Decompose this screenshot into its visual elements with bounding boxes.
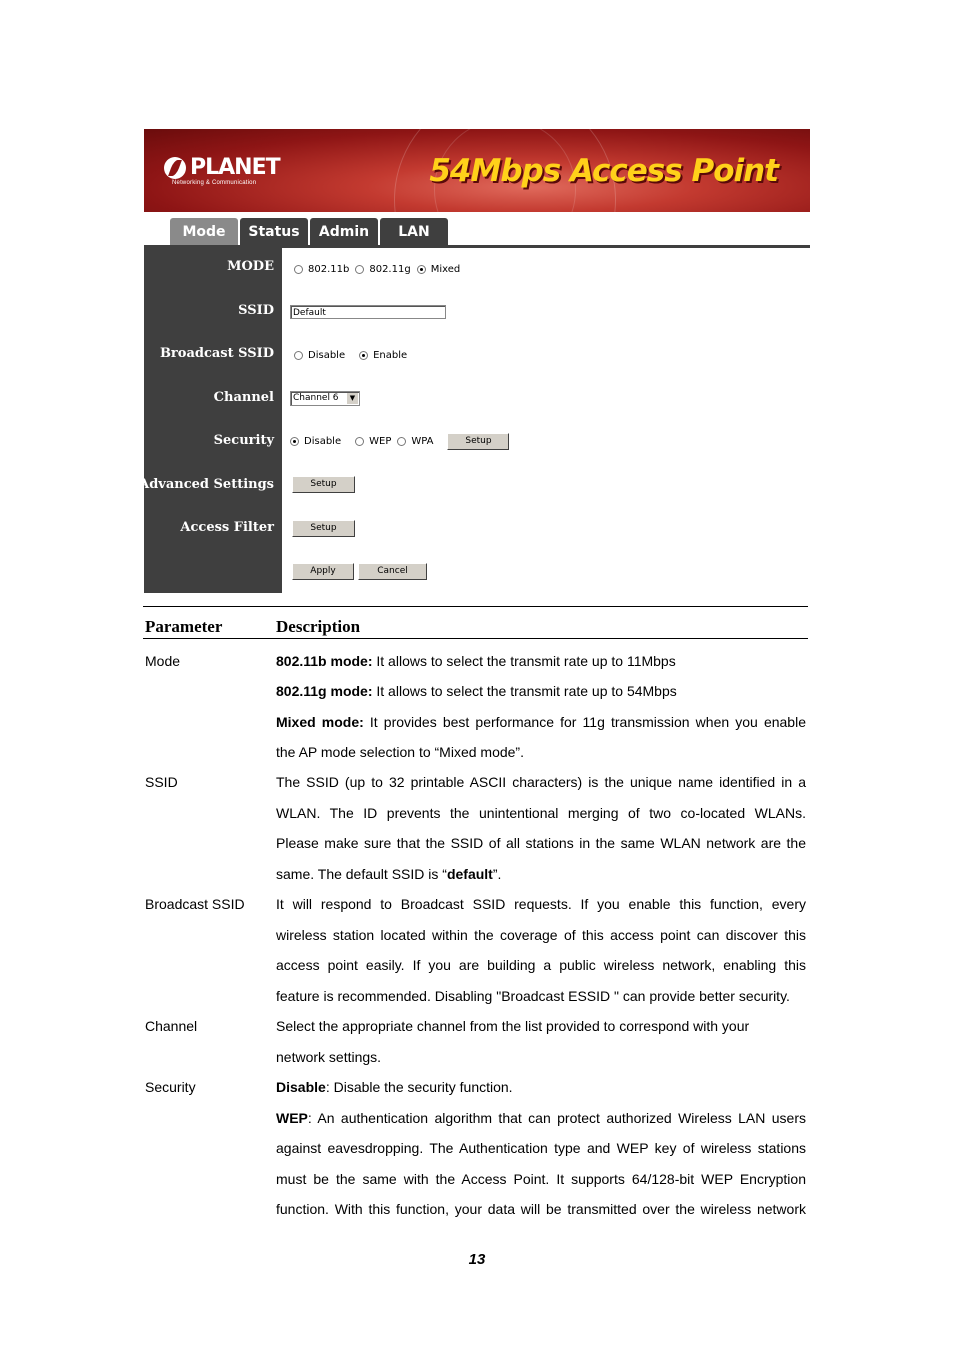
desc-mode-b	[276, 653, 806, 669]
desc-mode-g	[276, 683, 806, 699]
desc-ssid-4-post: ”.	[492, 866, 502, 882]
desc-security-wep-1	[276, 1110, 806, 1126]
access-filter-label: Access Filter	[180, 520, 274, 535]
planet-logo-icon	[164, 157, 186, 179]
ssid-row	[290, 305, 446, 319]
term-disable: Disable	[276, 1079, 326, 1095]
desc-broadcast-4: feature is recommended. Disabling "Broadcast ESSID " can provide better security.	[276, 988, 790, 1004]
param-mode: Mode	[145, 653, 181, 669]
desc-security-wep-text: : An authentication algorithm that can protect authorized Wireless LAN users	[307, 1110, 806, 1126]
advanced-setup-button[interactable]: Setup	[292, 476, 355, 493]
desc-security-wep-3: must be the same with the Access Point. It supports 64/128-bit WEP Encryption	[276, 1171, 806, 1187]
access-filter-row	[292, 520, 355, 537]
mode-radio-group	[294, 264, 466, 275]
radio-broadcast-disable[interactable]	[294, 351, 303, 360]
radio-security-disable-label: Disable	[304, 436, 342, 447]
desc-broadcast-2: wireless station located within the coverage of this access point can discover this	[276, 927, 806, 943]
header-banner	[144, 129, 810, 212]
security-radio-group	[290, 433, 509, 450]
desc-broadcast-3: access point easily. If you are building a public wireless network, enabling this	[276, 957, 806, 973]
radio-mixed[interactable]	[417, 265, 426, 274]
desc-mode-g-text: It allows to select the transmit rate up to 54Mbps	[372, 683, 677, 699]
radio-80211g-label: 802.11g	[369, 264, 411, 275]
desc-ssid-4	[276, 866, 806, 882]
cancel-button[interactable]: Cancel	[358, 563, 427, 580]
term-mixed: Mixed mode:	[276, 714, 364, 730]
radio-80211b[interactable]	[294, 265, 303, 274]
desc-mode-mixed-text: It provides best performance for 11g transmission when you enable	[363, 714, 806, 730]
desc-channel-2: network settings.	[276, 1049, 382, 1065]
radio-security-wpa[interactable]	[397, 437, 406, 446]
planet-logo	[164, 157, 280, 179]
desc-security-wep-2: against eavesdropping. The Authentication type and WEP key of wireless stations	[276, 1140, 806, 1156]
product-title: 54Mbps Access Point	[429, 153, 778, 189]
desc-ssid-2: WLAN. The ID prevents the unintentional merging of two co-located WLANs.	[276, 805, 806, 821]
radio-security-disable[interactable]	[290, 437, 299, 446]
desc-security-disable-text: : Disable the security function.	[325, 1079, 513, 1095]
term-80211g: 802.11g mode:	[276, 683, 373, 699]
radio-80211b-label: 802.11b	[308, 264, 350, 275]
security-label: Security	[213, 433, 274, 448]
chevron-down-icon[interactable]: ▼	[346, 393, 358, 404]
mode-settings-form	[139, 248, 810, 593]
param-channel: Channel	[145, 1018, 198, 1034]
param-broadcast-ssid: Broadcast SSID	[145, 896, 245, 912]
channel-select[interactable]	[290, 391, 360, 406]
radio-mixed-label: Mixed	[430, 264, 461, 275]
tab-mode[interactable]: Mode	[170, 218, 238, 245]
desc-mode-mixed	[276, 714, 806, 730]
desc-ssid-1: The SSID (up to 32 printable ASCII characters) is the unique name identified in a	[276, 774, 806, 790]
tab-admin[interactable]: Admin	[310, 218, 378, 245]
radio-security-wpa-label: WPA	[411, 436, 434, 447]
brand-subtitle: Networking & Communication	[172, 180, 257, 186]
term-wep: WEP	[276, 1110, 308, 1126]
page-number: 13	[468, 1251, 486, 1268]
column-header-description: Description	[276, 617, 361, 636]
radio-broadcast-enable[interactable]	[359, 351, 368, 360]
ssid-input[interactable]: Default	[290, 305, 446, 319]
channel-row	[290, 391, 360, 406]
mode-label: MODE	[227, 259, 274, 274]
radio-80211g[interactable]	[355, 265, 364, 274]
desc-ssid-3: Please make sure that the SSID of all stations in the same WLAN network are the	[276, 835, 806, 851]
advanced-settings-label: Advanced Settings	[139, 477, 274, 492]
channel-label: Channel	[213, 390, 274, 405]
param-security: Security	[145, 1079, 196, 1095]
radio-security-wep[interactable]	[355, 437, 364, 446]
tab-bar	[144, 218, 810, 248]
advanced-row	[292, 476, 355, 493]
table-header-rule	[143, 638, 808, 639]
radio-broadcast-disable-label: Disable	[308, 350, 346, 361]
column-header-parameter: Parameter	[145, 617, 223, 636]
access-filter-setup-button[interactable]: Setup	[292, 520, 355, 537]
desc-ssid-4-pre: same. The default SSID is “	[276, 866, 447, 882]
radio-security-wep-label: WEP	[369, 436, 392, 447]
desc-broadcast-1: It will respond to Broadcast SSID requests. If you enable this function, every	[276, 896, 806, 912]
ssid-label: SSID	[238, 303, 274, 318]
tab-lan[interactable]: LAN	[380, 218, 448, 245]
desc-security-disable	[276, 1079, 806, 1095]
label-column	[139, 248, 282, 593]
desc-mode-mixed-2: the AP mode selection to “Mixed mode”.	[276, 744, 524, 760]
broadcast-ssid-label: Broadcast SSID	[159, 346, 274, 361]
security-setup-button[interactable]: Setup	[447, 433, 509, 450]
desc-channel-1: Select the appropriate channel from the list provided to correspond with your	[276, 1018, 750, 1034]
channel-select-value: Channel 6	[293, 393, 339, 403]
desc-mode-b-text: It allows to select the transmit rate up to 11Mbps	[372, 653, 676, 669]
param-ssid: SSID	[145, 774, 178, 790]
table-top-rule	[143, 606, 808, 607]
term-80211b: 802.11b mode:	[276, 653, 373, 669]
apply-button[interactable]: Apply	[292, 563, 354, 580]
desc-security-wep-4: function. With this function, your data will be transmitted over the wireless network	[276, 1201, 806, 1217]
brand-name: PLANET	[190, 155, 280, 180]
broadcast-radio-group	[294, 350, 413, 361]
radio-broadcast-enable-label: Enable	[373, 350, 408, 361]
tab-status[interactable]: Status	[240, 218, 308, 245]
form-actions	[292, 563, 427, 580]
default-ssid-value: default	[446, 866, 493, 882]
